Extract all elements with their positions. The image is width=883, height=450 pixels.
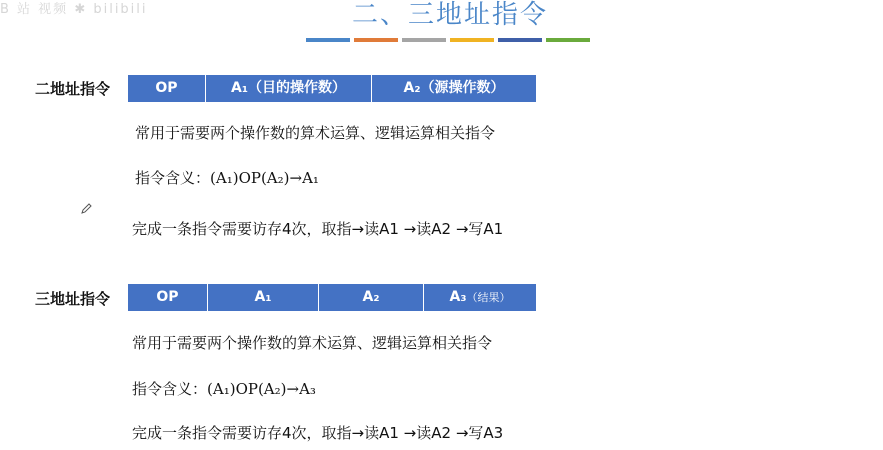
a2-field: A₂	[319, 284, 424, 311]
color-bar-3	[402, 38, 446, 42]
two-address-description: 常用于需要两个操作数的算术运算、逻辑运算相关指令	[135, 124, 496, 142]
three-address-meaning	[132, 378, 316, 399]
three-address-description: 常用于需要两个操作数的算术运算、逻辑运算相关指令	[132, 334, 493, 352]
color-bar-6	[546, 38, 590, 42]
meaning-prefix: 指令含义：	[135, 169, 211, 187]
meaning-formula: (A₁)OP(A₂)→A₃	[207, 380, 316, 398]
meaning-formula: (A₁)OP(A₂)→A₁	[210, 169, 319, 187]
a3-result-field	[424, 284, 536, 311]
a3-note: （结果）	[466, 291, 511, 304]
op-field: OP	[128, 284, 208, 311]
color-bar-1	[306, 38, 350, 42]
two-address-memory-access: 完成一条指令需要访存4次，取指→读A1 →读A2 →写A1	[132, 220, 504, 238]
two-address-format-table	[128, 75, 536, 102]
watermark: B 站 视频 ✱ bilibili	[0, 2, 148, 17]
two-address-label: 二地址指令	[35, 80, 111, 98]
three-address-format-table	[128, 284, 536, 311]
a1-dest-field: A₁（目的操作数）	[206, 75, 372, 102]
meaning-prefix: 指令含义：	[132, 380, 208, 398]
a3-label: A₃	[449, 289, 467, 305]
two-address-meaning	[135, 167, 319, 188]
three-address-memory-access: 完成一条指令需要访存4次，取指→读A1 →读A2 →写A3	[132, 424, 504, 442]
pencil-icon[interactable]	[80, 203, 92, 215]
a2-src-field: A₂（源操作数）	[403, 80, 505, 96]
a1-field: A₁	[208, 284, 319, 311]
op-field: OP	[128, 75, 206, 102]
color-bar-4	[450, 38, 494, 42]
color-bar-2	[354, 38, 398, 42]
three-address-label: 三地址指令	[35, 290, 111, 308]
color-bar-5	[498, 38, 542, 42]
page-title: 二、三地址指令	[351, 0, 548, 30]
